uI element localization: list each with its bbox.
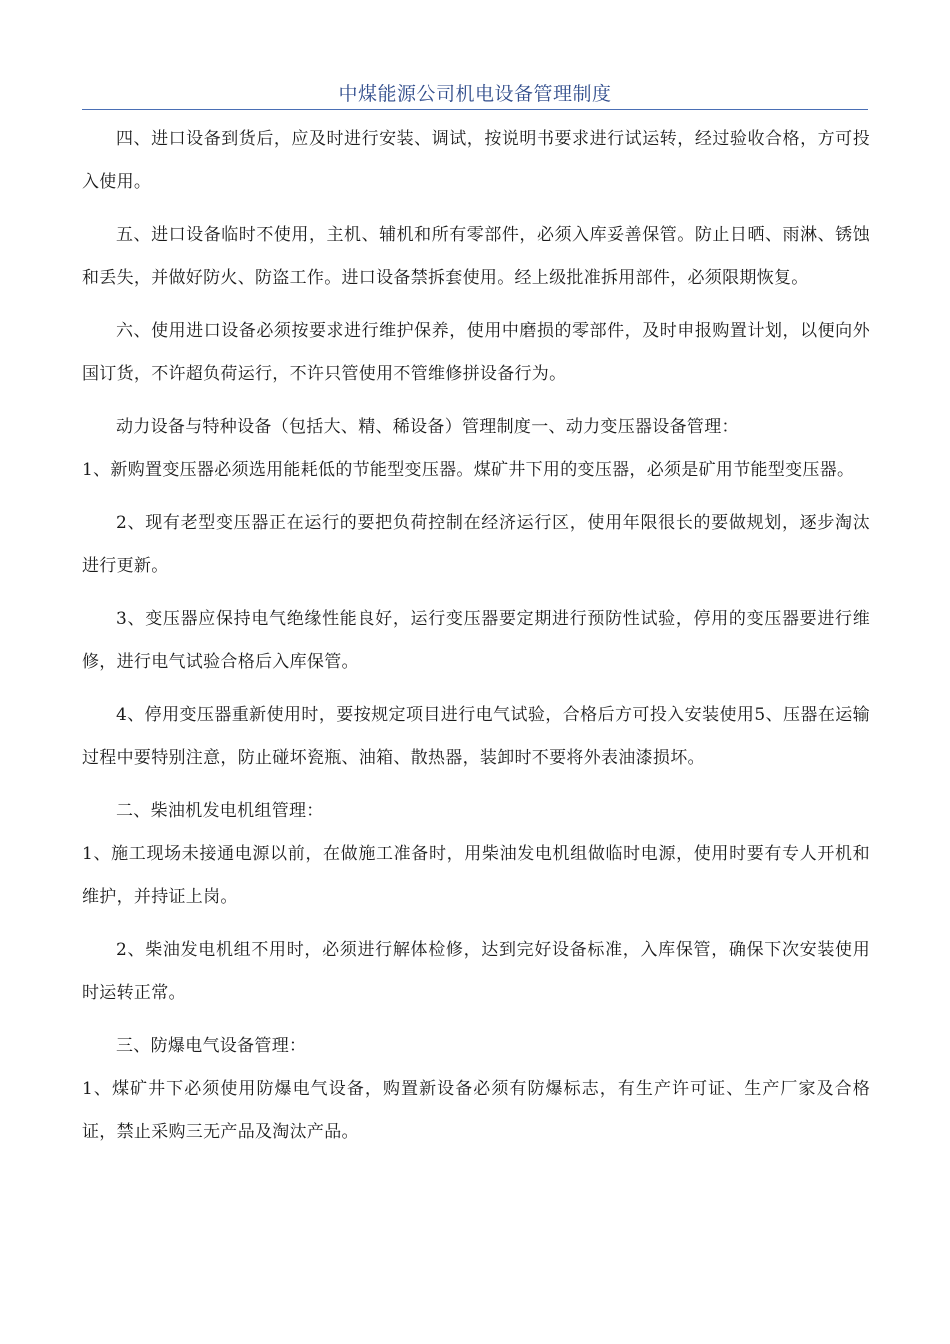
header-divider: [82, 109, 868, 110]
paragraph-explosion-proof-1: 1、煤矿井下必须使用防爆电气设备，购置新设备必须有防爆标志，有生产许可证、生产厂家及合格证，禁止采购三无产品及淘汰产品。: [82, 1079, 870, 1142]
paragraph-import-storage: 五、进口设备临时不使用，主机、辅机和所有零部件，必须入库妥善保管。防止日晒、雨淋、锈蚀和丢失，并做好防火、防盗工作。进口设备禁拆套使用。经上级批准拆用部件，必须限期恢复。: [82, 225, 870, 288]
section-heading-explosion-proof: 三、防爆电气设备管理：: [116, 1036, 307, 1056]
paragraph-transformer-1: 1、新购置变压器必须选用能耗低的节能型变压器。煤矿井下用的变压器，必须是矿用节能型变压器。: [82, 460, 855, 480]
paragraph-transformer-3: 3、变压器应保持电气绝缘性能良好，运行变压器要定期进行预防性试验，停用的变压器要进行维修，进行电气试验合格后入库保管。: [82, 609, 870, 672]
paragraph-diesel-1: 1、施工现场未接通电源以前，在做施工准备时，用柴油发电机组做临时电源，使用时要有专人开机和维护，并持证上岗。: [82, 844, 870, 907]
document-body: [82, 118, 870, 1154]
paragraph-diesel-2: 2、柴油发电机组不用时，必须进行解体检修，达到完好设备标准，入库保管，确保下次安装使用时运转正常。: [82, 940, 870, 1003]
section-heading-power-equipment: 动力设备与特种设备（包括大、精、稀设备）管理制度一、动力变压器设备管理：: [116, 417, 739, 437]
page-header-title: 中煤能源公司机电设备管理制度: [338, 83, 612, 105]
paragraph-import-install: 四、进口设备到货后，应及时进行安装、调试，按说明书要求进行试运转，经过验收合格，方可投入使用。: [82, 129, 870, 192]
paragraph-transformer-4: 4、停用变压器重新使用时，要按规定项目进行电气试验，合格后方可投入安装使用5、压器在运输过程中要特别注意，防止碰坏瓷瓶、油箱、散热器，装卸时不要将外表油漆损坏。: [82, 705, 870, 768]
paragraph-import-maintenance: 六、使用进口设备必须按要求进行维护保养，使用中磨损的零部件，及时申报购置计划，以便向外国订货，不许超负荷运行，不许只管使用不管维修拼设备行为。: [82, 321, 870, 384]
paragraph-transformer-2: 2、现有老型变压器正在运行的要把负荷控制在经济运行区，使用年限很长的要做规划，逐步淘汰进行更新。: [82, 513, 870, 576]
section-heading-diesel-generator: 二、柴油机发电机组管理：: [116, 801, 324, 821]
